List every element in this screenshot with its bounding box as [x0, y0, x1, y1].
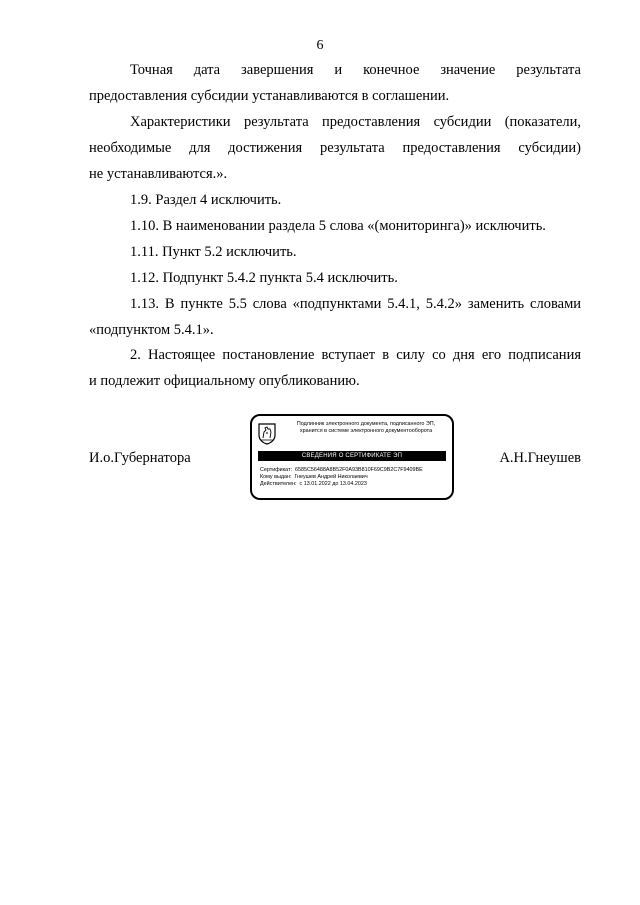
paragraph-result-date: [89, 58, 581, 110]
paragraph-line: 1.13. В пункте 5.5 слова «подпунктами 5.4.1, 5.4.2» заменить словами: [130, 296, 581, 312]
paragraph-line: и подлежит официальному опубликованию.: [89, 372, 360, 389]
page-number: 6: [316, 38, 324, 53]
stamp-header: СВЕДЕНИЯ О СЕРТИФИКАТЕ ЭП: [258, 451, 446, 461]
item-1-10: [89, 214, 581, 240]
e-signature-stamp: [250, 414, 454, 500]
coat-of-arms-icon: [258, 423, 276, 445]
stamp-issued-to-label: Кому выдан:: [260, 474, 292, 481]
paragraph-line: Характеристики результата предоставления субсидии (показатели,: [130, 114, 581, 130]
stamp-notice-line: хранится в системе электронного документооборота: [299, 428, 433, 434]
stamp-certificate-label: Сертификат:: [260, 467, 293, 473]
paragraph-line: предоставления субсидии устанавливаются в соглашении.: [89, 87, 450, 104]
stamp-notice-line: Подлинник электронного документа, подписанного ЭП,: [296, 421, 436, 427]
paragraph-line: 1.12. Подпункт 5.4.2 пункта 5.4 исключить.: [130, 270, 398, 286]
item-2-effective: [89, 343, 581, 395]
stamp-valid-label: Действителен:: [260, 481, 297, 488]
stamp-valid-row: [260, 481, 450, 488]
paragraph-line: «подпунктом 5.4.1».: [89, 321, 214, 338]
paragraph-line: 1.10. В наименовании раздела 5 слова «(мониторинга)» исключить.: [130, 218, 546, 234]
stamp-valid-value: с 13.01.2022 до 13.04.2023: [299, 481, 367, 488]
paragraph-line: 2. Настоящее постановление вступает в силу со дня его подписания: [130, 347, 581, 363]
paragraph-line: не устанавливаются.».: [89, 165, 228, 182]
stamp-details: [260, 467, 450, 489]
paragraph-result-characteristics: [89, 110, 581, 187]
item-1-12: [89, 266, 581, 292]
paragraph-line: 1.11. Пункт 5.2 исключить.: [130, 244, 297, 260]
item-1-11: [89, 240, 581, 266]
signer-title: И.о.Губернатора: [89, 450, 191, 466]
paragraph-line: 1.9. Раздел 4 исключить.: [130, 192, 282, 208]
paragraph-line: Точная дата завершения и конечное значение результата: [130, 62, 581, 78]
signer-name: А.Н.Гнеушев: [499, 450, 581, 466]
item-1-9: [89, 188, 581, 214]
paragraph-line: необходимые для достижения результата предоставления субсидии): [89, 139, 581, 156]
item-1-13: [89, 292, 581, 344]
stamp-certificate-value: 6585C56488A8B52F0A93B810F69C9B2C7F9409BE: [295, 467, 423, 473]
stamp-notice: [280, 421, 452, 435]
stamp-issued-to-value: Гнеушев Андрей Николаевич: [294, 474, 368, 481]
